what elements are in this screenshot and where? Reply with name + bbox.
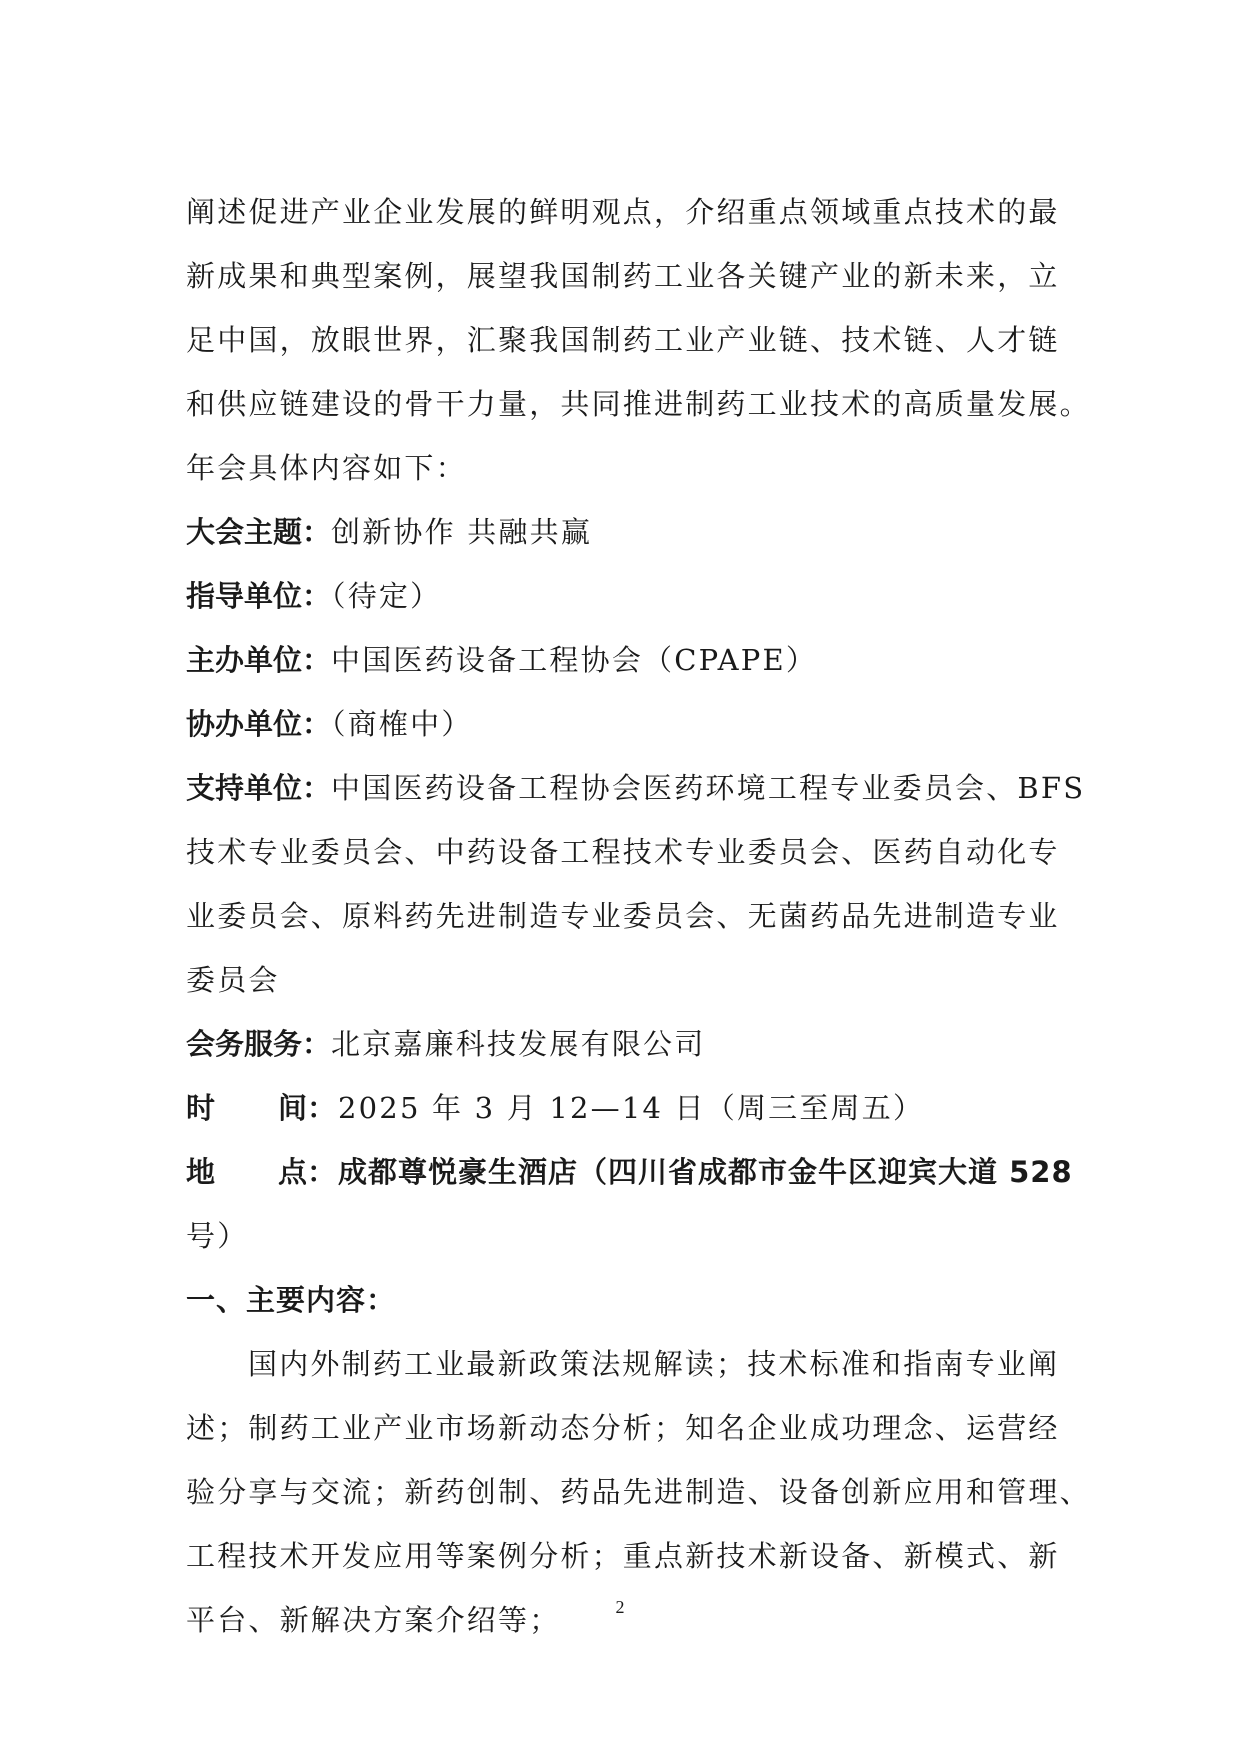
host-value: 中国医药设备工程协会（CPAPE） [331,643,818,677]
section-line: 平台、新解决方案介绍等； [186,1603,561,1637]
host-label: 主办单位： [186,643,332,677]
time-label [186,1076,338,1140]
intro-paragraph [186,180,1091,500]
time-label-char: 时 [186,1091,216,1125]
co-host-value: （商榷中） [331,707,473,741]
intro-line: 足中国，放眼世界，汇聚我国制药工业产业链、技术链、人才链 [186,323,1060,357]
support-value-line3: 业委员会、原料药先进制造专业委员会、无菌药品先进制造专业 [186,899,1060,933]
service-value: 北京嘉廉科技发展有限公司 [331,1027,706,1061]
place-row [186,1140,1073,1268]
theme-value: 创新协作 共融共赢 [331,515,593,549]
support-label: 支持单位： [186,771,332,805]
time-value: 2025 年 3 月 12—14 日（周三至周五） [338,1091,925,1125]
service-label: 会务服务： [186,1027,332,1061]
time-row [186,1076,1056,1140]
support-value-line4: 委员会 [186,963,280,997]
section-line: 验分享与交流；新药创制、药品先进制造、设备创新应用和管理、 [186,1475,1091,1509]
section-line: 工程技术开发应用等案例分析；重点新技术新设备、新模式、新 [186,1539,1060,1573]
place-value-cont: 号） [186,1219,249,1253]
support-line [186,756,1086,820]
guide-label: 指导单位： [186,579,332,613]
intro-line: 阐述促进产业企业发展的鲜明观点，介绍重点领域重点技术的最 [186,195,1060,229]
co-host-row [186,692,1056,756]
support-value-line2: 技术专业委员会、中药设备工程技术专业委员会、医药自动化专 [186,835,1060,869]
support-row [186,756,1086,1012]
intro-line: 年会具体内容如下： [186,451,467,485]
theme-label: 大会主题： [186,515,332,549]
page-number: 2 [615,1597,625,1617]
service-row [186,1012,1056,1076]
place-label-char: 地 [186,1155,216,1189]
section-title: 一、主要内容： [186,1283,397,1317]
time-label-rest: 间： [278,1091,337,1125]
section-line: 述；制药工业产业市场新动态分析；知名企业成功理念、运营经 [186,1411,1060,1445]
place-value: 成都尊悦豪生酒店（四川省成都市金牛区迎宾大道 528 [338,1155,1073,1189]
document-body [186,180,1091,1652]
place-label-rest: 点： [278,1155,337,1189]
intro-line: 和供应链建设的骨干力量，共同推进制药工业技术的高质量发展。 [186,387,1091,421]
section-line: 国内外制药工业最新政策法规解读；技术标准和指南专业阐 [248,1347,1060,1381]
guide-value: （待定） [331,579,442,613]
host-row [186,628,1056,692]
guide-row [186,564,1056,628]
place-label [186,1140,338,1204]
place-line [186,1140,1073,1204]
support-value-line1: 中国医药设备工程协会医药环境工程专业委员会、BFS [331,771,1086,805]
intro-line: 新成果和典型案例，展望我国制药工业各关键产业的新未来，立 [186,259,1060,293]
theme-row [186,500,1056,564]
co-host-label: 协办单位： [186,707,332,741]
